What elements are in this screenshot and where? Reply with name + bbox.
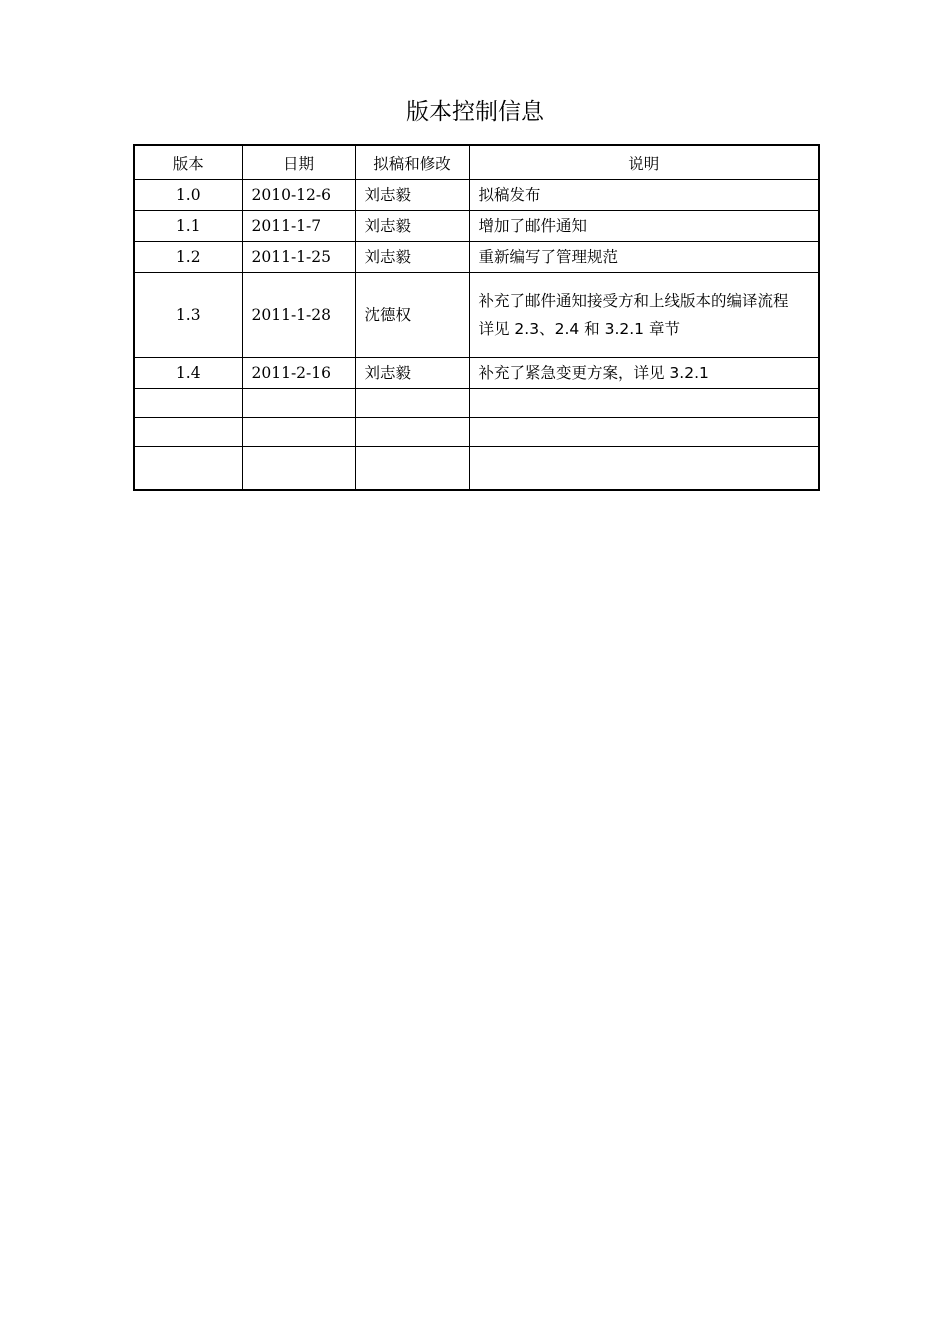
- empty-cell: [355, 389, 469, 418]
- page-title: 版本控制信息: [406, 99, 544, 125]
- cell-version: 1.0: [134, 180, 242, 211]
- cell-description: [469, 273, 819, 358]
- cell-version: 1.4: [134, 358, 242, 389]
- cell-description: [469, 358, 819, 389]
- cell-date: 2011-1-7: [242, 211, 355, 242]
- empty-cell: [242, 418, 355, 447]
- table-row: [134, 242, 819, 273]
- header-description: 说明: [469, 145, 819, 180]
- cell-version: 1.3: [134, 273, 242, 358]
- cell-author: 沈德权: [355, 273, 469, 358]
- description-line: 补充了紧急变更方案，详见 3.2.1: [478, 364, 709, 382]
- description-line: 增加了邮件通知: [478, 217, 588, 235]
- cell-author: 刘志毅: [355, 242, 469, 273]
- header-date: 日期: [242, 145, 355, 180]
- empty-cell: [242, 447, 355, 491]
- empty-cell: [134, 447, 242, 491]
- cell-date: 2011-1-28: [242, 273, 355, 358]
- header-version: 版本: [134, 145, 242, 180]
- empty-cell: [469, 447, 819, 491]
- empty-table-row: [134, 389, 819, 418]
- empty-cell: [242, 389, 355, 418]
- cell-description: [469, 211, 819, 242]
- cell-author: 刘志毅: [355, 180, 469, 211]
- table-row: [134, 358, 819, 389]
- table-header-row: [134, 145, 819, 180]
- cell-version: 1.2: [134, 242, 242, 273]
- header-author: 拟稿和修改: [355, 145, 469, 180]
- empty-cell: [355, 418, 469, 447]
- empty-table-row: [134, 447, 819, 491]
- cell-description: [469, 242, 819, 273]
- empty-cell: [355, 447, 469, 491]
- cell-author: 刘志毅: [355, 358, 469, 389]
- cell-date: 2011-1-25: [242, 242, 355, 273]
- table-row: [134, 273, 819, 358]
- description-line: 补充了邮件通知接受方和上线版本的编译流程: [478, 292, 789, 310]
- empty-cell: [134, 389, 242, 418]
- empty-table-row: [134, 418, 819, 447]
- cell-author: 刘志毅: [355, 211, 469, 242]
- empty-cell: [469, 418, 819, 447]
- cell-description: [469, 180, 819, 211]
- table-row: [134, 180, 819, 211]
- cell-version: 1.1: [134, 211, 242, 242]
- description-line: 重新编写了管理规范: [478, 248, 619, 266]
- empty-cell: [134, 418, 242, 447]
- description-line: 拟稿发布: [478, 186, 541, 204]
- table-row: [134, 211, 819, 242]
- empty-cell: [469, 389, 819, 418]
- version-history-table: [133, 144, 820, 491]
- cell-date: 2010-12-6: [242, 180, 355, 211]
- description-line: 详见 2.3、2.4 和 3.2.1 章节: [478, 320, 680, 338]
- cell-date: 2011-2-16: [242, 358, 355, 389]
